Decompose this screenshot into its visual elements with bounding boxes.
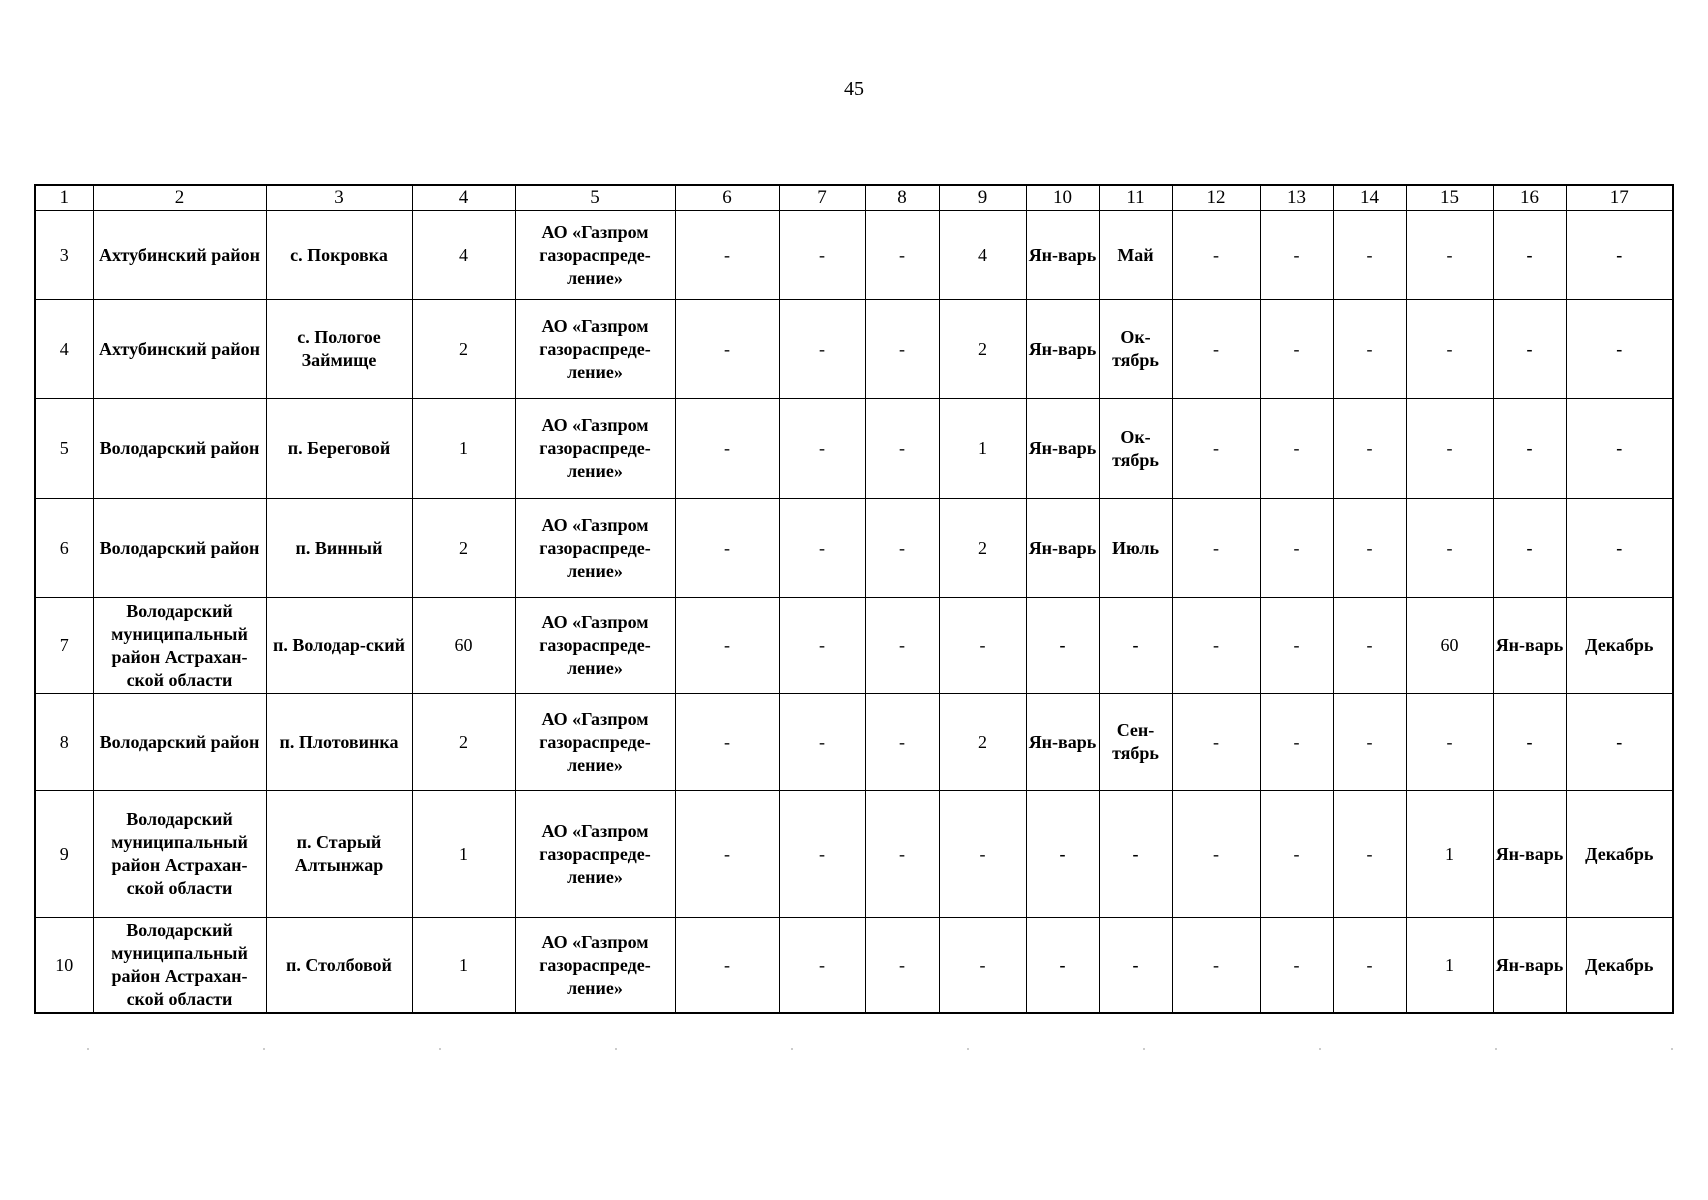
column-header: 1 (35, 185, 93, 211)
table-cell-col-6: - (675, 399, 779, 499)
table-cell-col-3: с. Покровка (266, 211, 412, 300)
table-cell-col-5: АО «Газпром газораспреде-ление» (515, 399, 675, 499)
table-cell-col-17: Декабрь (1566, 791, 1673, 918)
table-cell-col-5: АО «Газпром газораспреде-ление» (515, 694, 675, 791)
table-cell-col-16: Ян-варь (1493, 791, 1566, 918)
table-cell-col-6: - (675, 791, 779, 918)
table-cell-col-7: - (779, 694, 865, 791)
table-cell-col-7: - (779, 918, 865, 1014)
table-cell-col-14: - (1333, 211, 1406, 300)
column-header: 6 (675, 185, 779, 211)
table-cell-col-14: - (1333, 300, 1406, 399)
table-cell-col-12: - (1172, 300, 1260, 399)
table-cell-col-3: п. Володар-ский (266, 598, 412, 694)
table-cell-col-15: - (1406, 300, 1493, 399)
table-cell-col-9: - (939, 918, 1026, 1014)
table-cell-col-3: п. Столбовой (266, 918, 412, 1014)
table-cell-col-8: - (865, 499, 939, 598)
table-cell-col-6: - (675, 211, 779, 300)
column-header: 15 (1406, 185, 1493, 211)
table-cell-col-4: 4 (412, 211, 515, 300)
table-row (35, 598, 1673, 694)
table-cell-col-14: - (1333, 598, 1406, 694)
table-cell-col-13: - (1260, 694, 1333, 791)
table-cell-col-17: - (1566, 211, 1673, 300)
table-body (35, 211, 1673, 1014)
table-cell-col-8: - (865, 791, 939, 918)
table-row (35, 918, 1673, 1014)
table-cell-col-11: Май (1099, 211, 1172, 300)
table-cell-col-8: - (865, 694, 939, 791)
table-cell-col-16: Ян-варь (1493, 598, 1566, 694)
table-cell-col-7: - (779, 499, 865, 598)
table-cell-col-5: АО «Газпром газораспреде-ление» (515, 791, 675, 918)
table-cell-col-13: - (1260, 211, 1333, 300)
table-cell-col-2: Ахтубинский район (93, 211, 266, 300)
table-cell-col-6: - (675, 598, 779, 694)
table-cell-col-7: - (779, 399, 865, 499)
table-cell-col-12: - (1172, 791, 1260, 918)
table-cell-col-4: 1 (412, 918, 515, 1014)
table-cell-col-14: - (1333, 791, 1406, 918)
table-cell-col-7: - (779, 791, 865, 918)
table-cell-col-9: - (939, 598, 1026, 694)
table-cell-col-1: 3 (35, 211, 93, 300)
table-cell-col-7: - (779, 211, 865, 300)
table-cell-col-1: 6 (35, 499, 93, 598)
scan-artifact-dots (0, 1048, 1708, 1050)
column-header: 17 (1566, 185, 1673, 211)
table-cell-col-9: 1 (939, 399, 1026, 499)
table-cell-col-15: - (1406, 211, 1493, 300)
table-cell-col-11: - (1099, 791, 1172, 918)
table-cell-col-12: - (1172, 694, 1260, 791)
table-cell-col-4: 2 (412, 694, 515, 791)
table-cell-col-4: 1 (412, 399, 515, 499)
column-header: 14 (1333, 185, 1406, 211)
table-cell-col-12: - (1172, 598, 1260, 694)
table-cell-col-10: - (1026, 918, 1099, 1014)
column-header: 4 (412, 185, 515, 211)
column-header: 12 (1172, 185, 1260, 211)
table-row (35, 791, 1673, 918)
table-cell-col-1: 7 (35, 598, 93, 694)
gasification-schedule-table (34, 184, 1674, 1014)
column-header: 7 (779, 185, 865, 211)
column-header: 10 (1026, 185, 1099, 211)
table-cell-col-1: 4 (35, 300, 93, 399)
table-cell-col-10: - (1026, 791, 1099, 918)
table-cell-col-10: Ян-варь (1026, 300, 1099, 399)
column-number-row (35, 185, 1673, 211)
table-cell-col-2: Володарский район (93, 399, 266, 499)
table-cell-col-16: - (1493, 399, 1566, 499)
table-cell-col-2: Володарский муниципальный район Астрахан-ской области (93, 918, 266, 1014)
table-cell-col-11: Сен-тябрь (1099, 694, 1172, 791)
table-cell-col-6: - (675, 499, 779, 598)
table-cell-col-17: Декабрь (1566, 918, 1673, 1014)
table-cell-col-14: - (1333, 694, 1406, 791)
table-cell-col-6: - (675, 300, 779, 399)
table-cell-col-14: - (1333, 499, 1406, 598)
table-cell-col-3: с. Пологое Займище (266, 300, 412, 399)
table-cell-col-2: Ахтубинский район (93, 300, 266, 399)
table-cell-col-16: - (1493, 499, 1566, 598)
table-cell-col-9: 2 (939, 499, 1026, 598)
table-cell-col-16: - (1493, 300, 1566, 399)
table-cell-col-4: 2 (412, 300, 515, 399)
table-cell-col-13: - (1260, 399, 1333, 499)
table-cell-col-11: - (1099, 918, 1172, 1014)
table-cell-col-6: - (675, 918, 779, 1014)
table-cell-col-8: - (865, 918, 939, 1014)
table-row (35, 694, 1673, 791)
column-header: 3 (266, 185, 412, 211)
table-cell-col-2: Володарский муниципальный район Астрахан-ской области (93, 598, 266, 694)
table-cell-col-8: - (865, 300, 939, 399)
table-cell-col-13: - (1260, 918, 1333, 1014)
table-cell-col-13: - (1260, 598, 1333, 694)
table-cell-col-2: Володарский муниципальный район Астрахан-ской области (93, 791, 266, 918)
table-cell-col-11: Июль (1099, 499, 1172, 598)
table-cell-col-5: АО «Газпром газораспреде-ление» (515, 300, 675, 399)
table-cell-col-15: 1 (1406, 791, 1493, 918)
table-row (35, 399, 1673, 499)
table-cell-col-17: - (1566, 499, 1673, 598)
table-cell-col-11: - (1099, 598, 1172, 694)
table-cell-col-17: Декабрь (1566, 598, 1673, 694)
table-cell-col-13: - (1260, 300, 1333, 399)
table-cell-col-5: АО «Газпром газораспреде-ление» (515, 211, 675, 300)
column-header: 8 (865, 185, 939, 211)
table-cell-col-2: Володарский район (93, 694, 266, 791)
table-cell-col-15: - (1406, 399, 1493, 499)
table-cell-col-2: Володарский район (93, 499, 266, 598)
table-cell-col-10: - (1026, 598, 1099, 694)
column-header: 9 (939, 185, 1026, 211)
table-cell-col-12: - (1172, 918, 1260, 1014)
table-cell-col-10: Ян-варь (1026, 694, 1099, 791)
table-cell-col-9: 4 (939, 211, 1026, 300)
table-cell-col-15: 1 (1406, 918, 1493, 1014)
column-header: 2 (93, 185, 266, 211)
table-cell-col-4: 1 (412, 791, 515, 918)
table-cell-col-7: - (779, 300, 865, 399)
table-cell-col-10: Ян-варь (1026, 499, 1099, 598)
column-header: 5 (515, 185, 675, 211)
table-cell-col-8: - (865, 211, 939, 300)
table-cell-col-1: 5 (35, 399, 93, 499)
table-cell-col-16: - (1493, 211, 1566, 300)
table-cell-col-12: - (1172, 499, 1260, 598)
table-cell-col-15: - (1406, 694, 1493, 791)
table-cell-col-12: - (1172, 399, 1260, 499)
table-cell-col-9: - (939, 791, 1026, 918)
column-header: 11 (1099, 185, 1172, 211)
table-cell-col-15: - (1406, 499, 1493, 598)
table-cell-col-5: АО «Газпром газораспреде-ление» (515, 918, 675, 1014)
table-cell-col-13: - (1260, 791, 1333, 918)
table-cell-col-11: Ок-тябрь (1099, 399, 1172, 499)
table-cell-col-12: - (1172, 211, 1260, 300)
table-cell-col-16: Ян-варь (1493, 918, 1566, 1014)
column-header: 13 (1260, 185, 1333, 211)
table-cell-col-10: Ян-варь (1026, 399, 1099, 499)
table-cell-col-8: - (865, 598, 939, 694)
table-cell-col-1: 10 (35, 918, 93, 1014)
table-cell-col-6: - (675, 694, 779, 791)
table-cell-col-5: АО «Газпром газораспреде-ление» (515, 598, 675, 694)
table-row (35, 300, 1673, 399)
table-cell-col-17: - (1566, 694, 1673, 791)
table-cell-col-3: п. Винный (266, 499, 412, 598)
table-cell-col-17: - (1566, 300, 1673, 399)
table-cell-col-8: - (865, 399, 939, 499)
table-cell-col-3: п. Береговой (266, 399, 412, 499)
table-cell-col-15: 60 (1406, 598, 1493, 694)
table-cell-col-3: п. Плотовинка (266, 694, 412, 791)
table-cell-col-11: Ок-тябрь (1099, 300, 1172, 399)
table-cell-col-9: 2 (939, 300, 1026, 399)
column-header: 16 (1493, 185, 1566, 211)
table-cell-col-7: - (779, 598, 865, 694)
page-number: 45 (844, 78, 864, 100)
table-cell-col-4: 60 (412, 598, 515, 694)
table-cell-col-1: 9 (35, 791, 93, 918)
table-cell-col-17: - (1566, 399, 1673, 499)
table-cell-col-5: АО «Газпром газораспреде-ление» (515, 499, 675, 598)
table-cell-col-16: - (1493, 694, 1566, 791)
table-row (35, 499, 1673, 598)
table-row (35, 211, 1673, 300)
table-cell-col-14: - (1333, 399, 1406, 499)
table-cell-col-1: 8 (35, 694, 93, 791)
table-cell-col-9: 2 (939, 694, 1026, 791)
table-cell-col-13: - (1260, 499, 1333, 598)
table-cell-col-3: п. Старый Алтынжар (266, 791, 412, 918)
table-cell-col-14: - (1333, 918, 1406, 1014)
table-cell-col-10: Ян-варь (1026, 211, 1099, 300)
table-cell-col-4: 2 (412, 499, 515, 598)
